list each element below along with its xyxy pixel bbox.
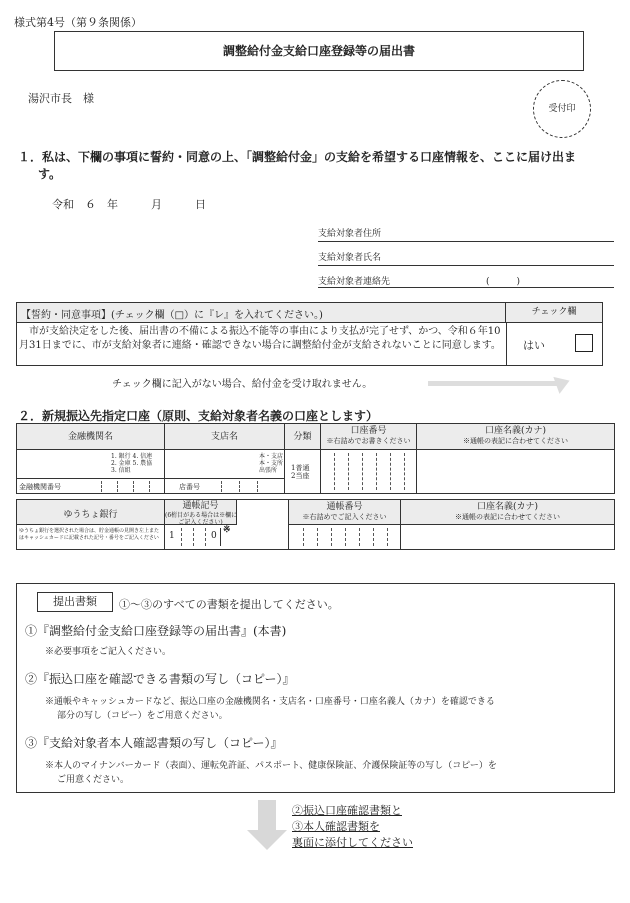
yucho-note: ゆうちょ銀行を選択された場合は、貯金通帳の見開き左上またはキャッシュカードに記載された記号・番号をご記入ください [17, 525, 165, 549]
branch-header: 支店名 [165, 424, 285, 450]
category-header: 分類 [285, 424, 321, 450]
docs-box [16, 583, 615, 793]
attach-line-3: 裏面に添付してください [292, 836, 413, 849]
pledge-body: 市が支給決定をした後、届出書の不備による振込不能等の事由により支払が完了せず、かつ、令和６年10月31日までに、市が支給対象者に連絡・確認できない場合に調整給付金が支給されないことに同意します。 [19, 326, 501, 351]
doc-item-2-note-a: ※通帳やキャッシュカードなど、振込口座の金融機関名・支店名・口座番号・口座名義人（カナ）を確認できる [45, 697, 495, 707]
yucho-label-cell [17, 500, 165, 525]
account-name-head [417, 424, 614, 450]
yucho-name-field[interactable] [401, 525, 614, 549]
docs-intro: ①～③のすべての書類を提出してください。 [119, 598, 339, 611]
account-name-note: ※通帳の表記に合わせてください [463, 437, 568, 445]
account-number-head [321, 424, 417, 450]
passbook-symbol-field[interactable] [165, 525, 237, 549]
yucho-label: ゆうちょ銀行 [63, 510, 118, 520]
doc-item-3-note-a: ※本人のマイナンバーカード（表面）、運転免許証、パスポート、健康保険証、介護保険証等の写し（コピー）を [45, 761, 497, 771]
agree-checkbox[interactable] [575, 334, 593, 352]
arrow-down-head-icon [247, 830, 287, 850]
attach-line-1: ②振込口座確認書類と [292, 804, 402, 817]
doc-item-3-note-b: ご用意ください。 [57, 775, 130, 785]
applicant-address[interactable]: 支給対象者住所 [318, 226, 614, 242]
check-header: チェック欄 [506, 303, 602, 323]
bank-name-field[interactable] [17, 450, 165, 493]
receipt-stamp [533, 80, 591, 138]
doc-item-2: ②『振込口座を確認できる書類の写し（コピー）』 [25, 672, 295, 686]
branch-code-label: 店番号 [179, 483, 200, 491]
branch-name-field[interactable] [165, 450, 285, 493]
title-box [54, 31, 584, 71]
doc-item-1-note: ※必要事項をご記入ください。 [45, 647, 172, 657]
pledge-table [16, 302, 603, 366]
account-number-field[interactable] [321, 450, 417, 493]
arrow-down-icon [258, 800, 276, 830]
account-number-note: ※右詰めでお書きください [326, 437, 411, 445]
passbook-digit-1: 1 [169, 531, 175, 541]
account-name-header: 口座名義(カナ) [484, 426, 547, 436]
bank-code-label: 金融機関番号 [19, 483, 61, 491]
passbook-header: 通帳記号 [182, 501, 219, 511]
contact-paren: ( ) [486, 277, 521, 287]
account-number-header: 口座番号 [350, 426, 387, 436]
yes-label: はい [523, 339, 545, 352]
section2-title: ２．新規振込先指定口座（原則、支給対象者名義の口座とします） [18, 409, 379, 423]
addressee: 湯沢市長 様 [28, 92, 94, 105]
bank-table [16, 423, 615, 494]
bank-header: 金融機関名 [17, 424, 165, 450]
docs-label: 提出書類 [37, 592, 113, 612]
passbook-mark: ※ [223, 525, 231, 535]
applicant-contact[interactable] [318, 274, 614, 288]
date-line: 令和 ６ 年 月 日 [52, 198, 206, 211]
contact-label: 支給対象者連絡先 [318, 277, 391, 287]
passbook-head [165, 500, 237, 525]
yucho-name-header: 口座名義(カナ) [476, 502, 539, 512]
receipt-stamp-label: 受付印 [548, 104, 576, 114]
passbook-sub: (6桁目がある場合は※欄に ご記入ください) [165, 512, 238, 526]
page-title: 調整給付金支給口座登録等の届出書 [222, 44, 415, 58]
doc-item-3: ③『支給対象者本人確認書類の写し（コピー）』 [25, 736, 283, 750]
arrow-head-icon [553, 372, 572, 394]
yucho-table [16, 499, 615, 550]
yucho-name-head [401, 500, 614, 525]
passbook-number-field[interactable] [289, 525, 401, 549]
branch-types: 本・支店 本・支所 出張所 [259, 453, 284, 474]
yucho-name-note: ※通帳の表記に合わせてください [455, 513, 560, 521]
applicant-name[interactable]: 支給対象者氏名 [318, 250, 614, 266]
form-number: 様式第4号（第９条関係） [14, 16, 142, 29]
passbook-number-header: 通帳番号 [326, 502, 363, 512]
passbook-digit-0: 0 [211, 531, 217, 541]
passbook-number-head [289, 500, 401, 525]
pledge-note: チェック欄に記入がない場合、給付金を受け取れません。 [112, 379, 373, 390]
pledge-header: 【誓約・同意事項】(チェック欄（□）に『レ』を入れてください。) [17, 303, 506, 323]
passbook-number-note: ※右詰めでご記入ください [302, 513, 387, 521]
doc-item-1: ①『調整給付金支給口座登録等の届出書』(本書) [25, 624, 287, 638]
section1-text: １．私は、下欄の事項に誓約・同意の上、「調整給付金」の支給を希望する口座情報を、ここに届け出ます。 [18, 150, 577, 181]
arrow-right-icon [428, 381, 558, 386]
bank-types: 1. 銀行 4. 信連 2. 金庫 5. 農協 3. 信組 [111, 453, 153, 474]
doc-item-2-note-b: 部分の写し（コピー）をご用意ください。 [57, 711, 228, 721]
account-name-field[interactable] [417, 450, 614, 493]
category-field[interactable]: 1普通 2当座 [285, 450, 321, 493]
attach-line-2: ③本人確認書類を [292, 820, 380, 833]
